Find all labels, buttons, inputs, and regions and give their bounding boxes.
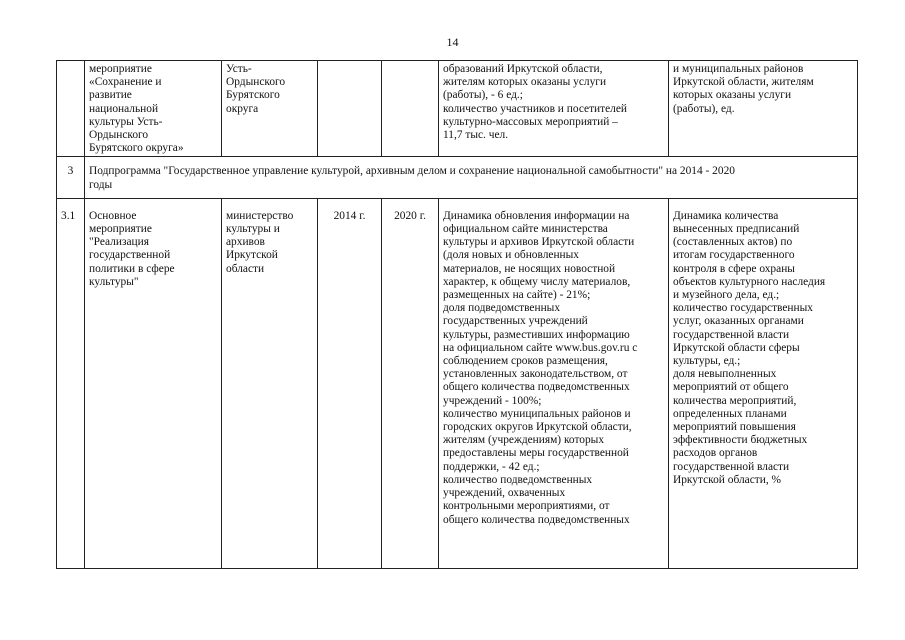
page-number: 14	[446, 35, 459, 49]
table-row-activity	[57, 198, 858, 568]
subprogram-title: Подпрограмма "Государственное управление культурой, архивным делом и сохранение национальной самобытности" на 2014 - 2020 годы	[85, 157, 858, 198]
activity-name-cell: Основное мероприятие "Реализация государственной политики в сфере культуры"	[85, 198, 222, 568]
executor-cell: Усть- Ордынского Бурятского округа	[222, 61, 318, 157]
table-row-continuation	[57, 61, 858, 157]
end-year-cell	[382, 61, 439, 157]
expected-results-cell: Динамика обновления информации на официальном сайте министерства культуры и архивов Иркутской области (доля новых и обновленных материалов, не носящих новостной характер, к общему числу материалов, размещенных на сайте) - 21%; доля подведомственных государственных учреждений культуры, разместивших информацию на официальном сайте www.bus.gov.ru с соблюдением сроков размещения, установленных законодательством, от общего количества подведомственных учреждений - 100%; количество муниципальных районов и городских округов Иркутской области, жителям (учреждениям) которых предоставлены меры государственной поддержки, - 42 ед.; количество подведомственных учреждений, охваченных контрольными мероприятиями, от общего количества подведомственных	[439, 198, 669, 568]
expected-results-cell: образований Иркутской области, жителям которых оказаны услуги (работы), - 6 ед.; количество участников и посетителей культурно-массовых мероприятий – 11,7 тыс. чел.	[439, 61, 669, 157]
program-table	[56, 60, 858, 569]
start-year-cell: 2014 г.	[318, 198, 382, 568]
indicators-cell: Динамика количества вынесенных предписаний (составленных актов) по итогам государственного контроля в сфере охраны объектов культурного наследия и музейного дела, ед.; количество государственных услуг, оказанных органами государственной власти Иркутской области сферы культуры, ед.; доля невыполненных мероприятий от общего количества мероприятий, определенных планами мероприятий повышения эффективности бюджетных расходов органов государственной власти Иркутской области, %	[669, 198, 858, 568]
indicators-cell: и муниципальных районов Иркутской области, жителям которых оказаны услуги (работы), ед.	[669, 61, 858, 157]
activity-name-cell: мероприятие «Сохранение и развитие национальной культуры Усть- Ордынского Бурятского округа»	[85, 61, 222, 157]
start-year-cell	[318, 61, 382, 157]
table-row-subprogram	[57, 157, 858, 198]
end-year-cell: 2020 г.	[382, 198, 439, 568]
row-number-cell: 3.1	[57, 198, 85, 568]
row-number-cell	[57, 61, 85, 157]
row-number-cell: 3	[57, 157, 85, 198]
executor-cell: министерство культуры и архивов Иркутской области	[222, 198, 318, 568]
